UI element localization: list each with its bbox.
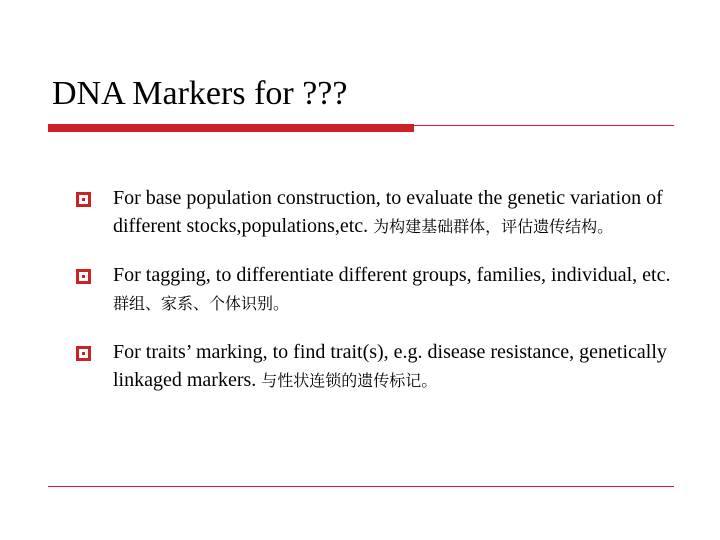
bullet-item-population: [76, 184, 676, 241]
slide-title: DNA Markers for ???: [52, 75, 348, 112]
title-underline-thin: [414, 125, 674, 126]
bullet-text-chinese: 与性状连锁的遗传标记。: [261, 371, 438, 390]
bullet-text: For traits’ marking, to find trait(s), e.g. disease resistance, genetically linkaged markers.: [113, 341, 667, 391]
footer-divider: [48, 486, 674, 487]
bullet-list: [76, 184, 676, 395]
bullet-text: For base population construction, to evaluate the genetic variation of different stocks,populations,etc.: [113, 187, 663, 237]
bullet-item-tagging: [76, 261, 676, 318]
bullet-text: For tagging, to differentiate different groups, families, individual, etc.: [113, 264, 671, 286]
square-bullet-icon: [76, 269, 91, 284]
title-underline-thick: [48, 124, 414, 132]
bullet-item-traits: [76, 338, 676, 395]
square-bullet-icon: [76, 192, 91, 207]
bullet-text-chinese: 为构建基础群体，评估遗传结构。: [373, 217, 614, 236]
square-bullet-icon: [76, 346, 91, 361]
bullet-text-chinese: 群组、家系、个体识别。: [113, 294, 290, 313]
